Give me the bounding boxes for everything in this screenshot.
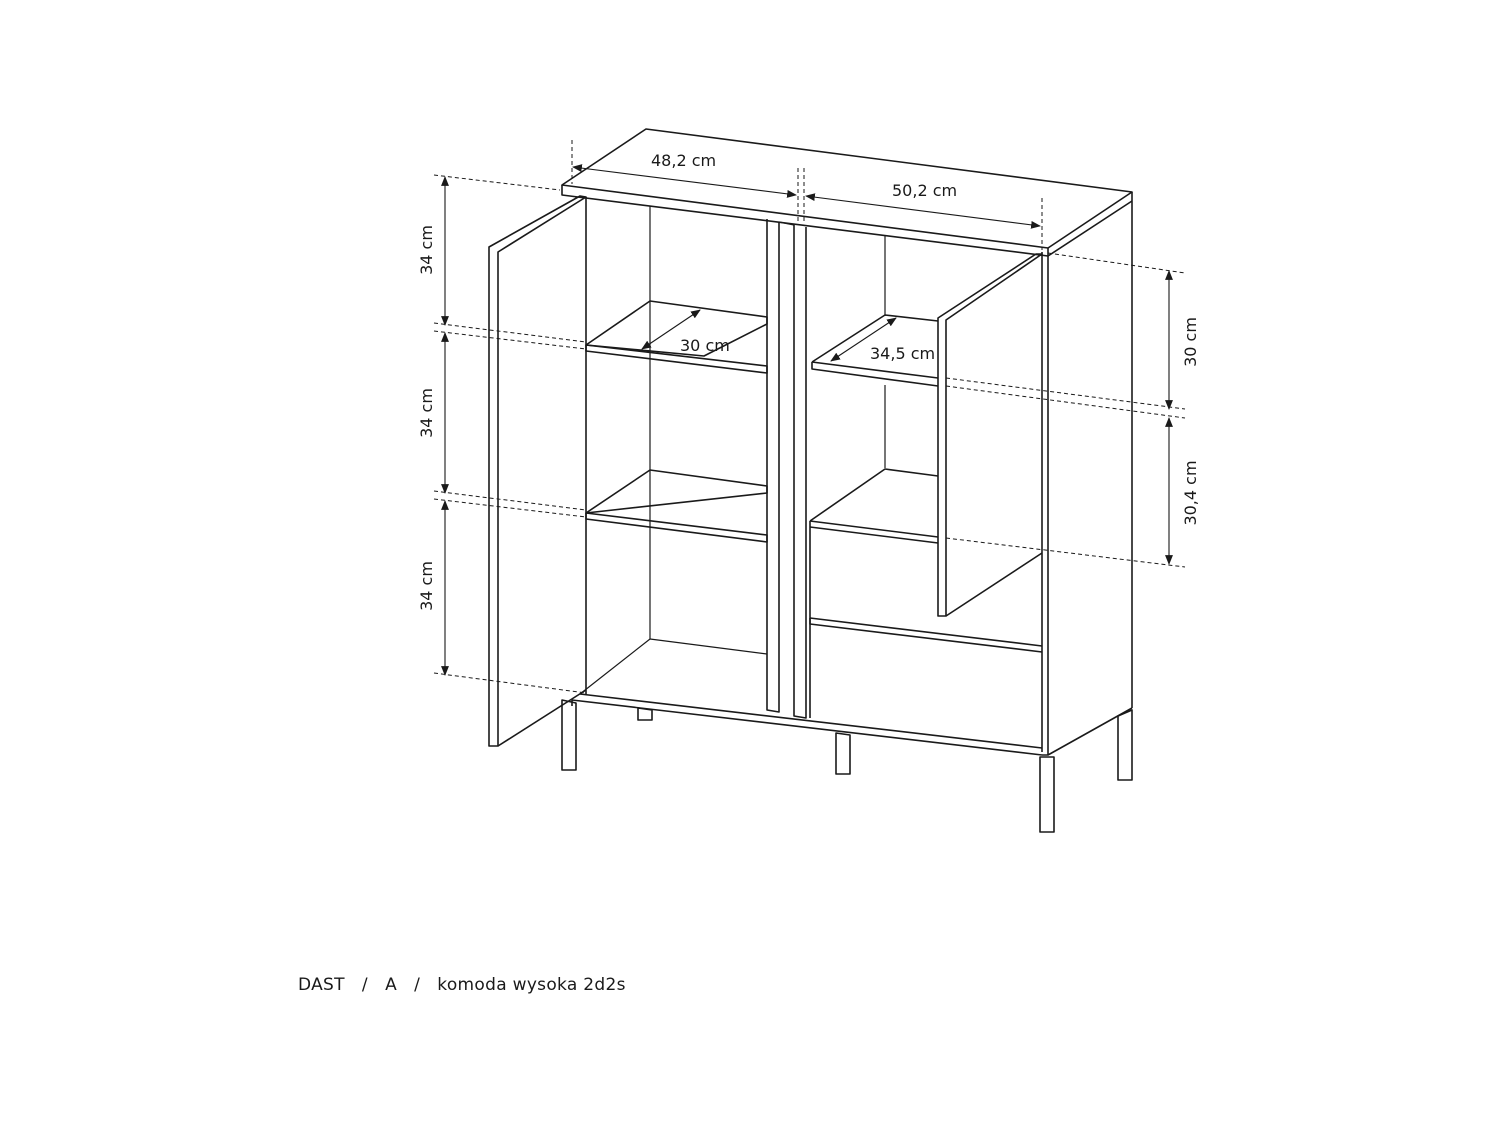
caption-brand: DAST [298,975,345,995]
product-caption [298,975,626,995]
caption-variant: A [385,975,398,995]
height-right-1-label: 30 cm [1181,317,1200,367]
width-left-label: 48,2 cm [651,151,717,170]
caption-separator: / [361,975,368,995]
cabinet-legs [562,700,1132,832]
height-2-label: 34 cm [417,388,436,438]
height-right-2-label: 30,4 cm [1181,460,1200,526]
width-right-label: 50,2 cm [892,181,958,200]
left-door [489,196,586,746]
cabinet-outline [562,129,1132,755]
depth-left-label: 30 cm [680,336,730,355]
dimension-arrows [445,167,1169,675]
left-shelves [586,301,767,542]
right-door [938,254,1042,616]
height-3-label: 34 cm [417,561,436,611]
caption-separator: / [414,975,421,995]
center-divider [767,219,806,718]
right-compartment [810,315,1042,718]
caption-product: komoda wysoka 2d2s [437,975,626,995]
height-1-label: 34 cm [417,225,436,275]
depth-right-label: 34,5 cm [870,344,936,363]
